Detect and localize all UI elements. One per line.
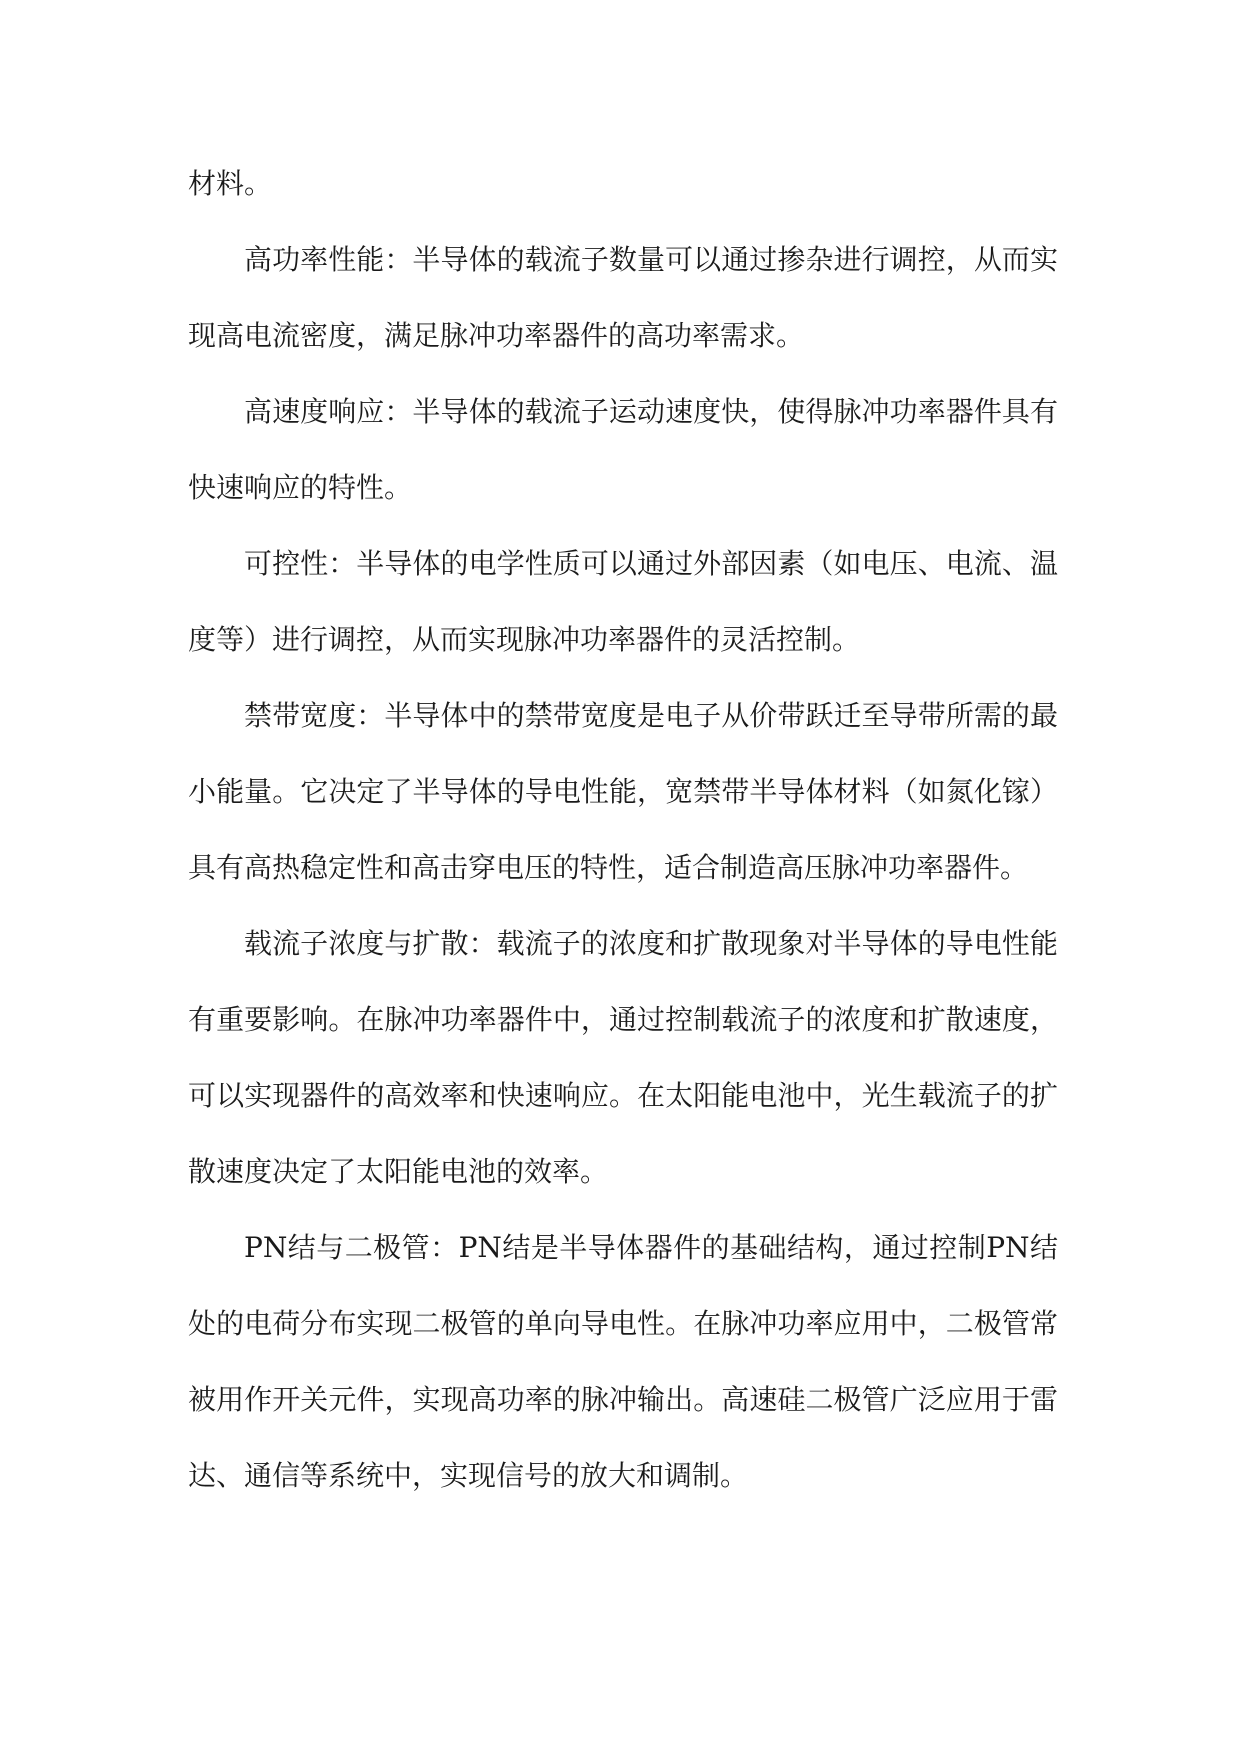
paragraph-carrier-diffusion: 载流子浓度与扩散：载流子的浓度和扩散现象对半导体的导电性能有重要影响。在脉冲功率器件中，通过控制载流子的浓度和扩散速度，可以实现器件的高效率和快速响应。在太阳能电池中，光生载流子的扩散速度决定了太阳能电池的效率。 <box>188 927 1058 1188</box>
paragraph-high-power: 高功率性能：半导体的载流子数量可以通过掺杂进行调控，从而实现高电流密度，满足脉冲功率器件的高功率需求。 <box>188 243 1058 352</box>
paragraph-high-speed: 高速度响应：半导体的载流子运动速度快，使得脉冲功率器件具有快速响应的特性。 <box>188 395 1058 504</box>
paragraph-pn-junction: PN结与二极管：PN结是半导体器件的基础结构，通过控制PN结处的电荷分布实现二极管的单向导电性。在脉冲功率应用中，二极管常被用作开关元件，实现高功率的脉冲输出。高速硅二极管广泛应用于雷达、通信等系统中，实现信号的放大和调制。 <box>188 1231 1058 1492</box>
body-text <box>188 146 1058 1514</box>
paragraph-bandgap: 禁带宽度：半导体中的禁带宽度是电子从价带跃迁至导带所需的最小能量。它决定了半导体的导电性能，宽禁带半导体材料（如氮化镓）具有高热稳定性和高击穿电压的特性，适合制造高压脉冲功率器件。 <box>188 699 1058 884</box>
paragraph-controllability: 可控性：半导体的电学性质可以通过外部因素（如电压、电流、温度等）进行调控，从而实现脉冲功率器件的灵活控制。 <box>188 547 1058 656</box>
paragraph-continuation: 材料。 <box>188 167 273 200</box>
